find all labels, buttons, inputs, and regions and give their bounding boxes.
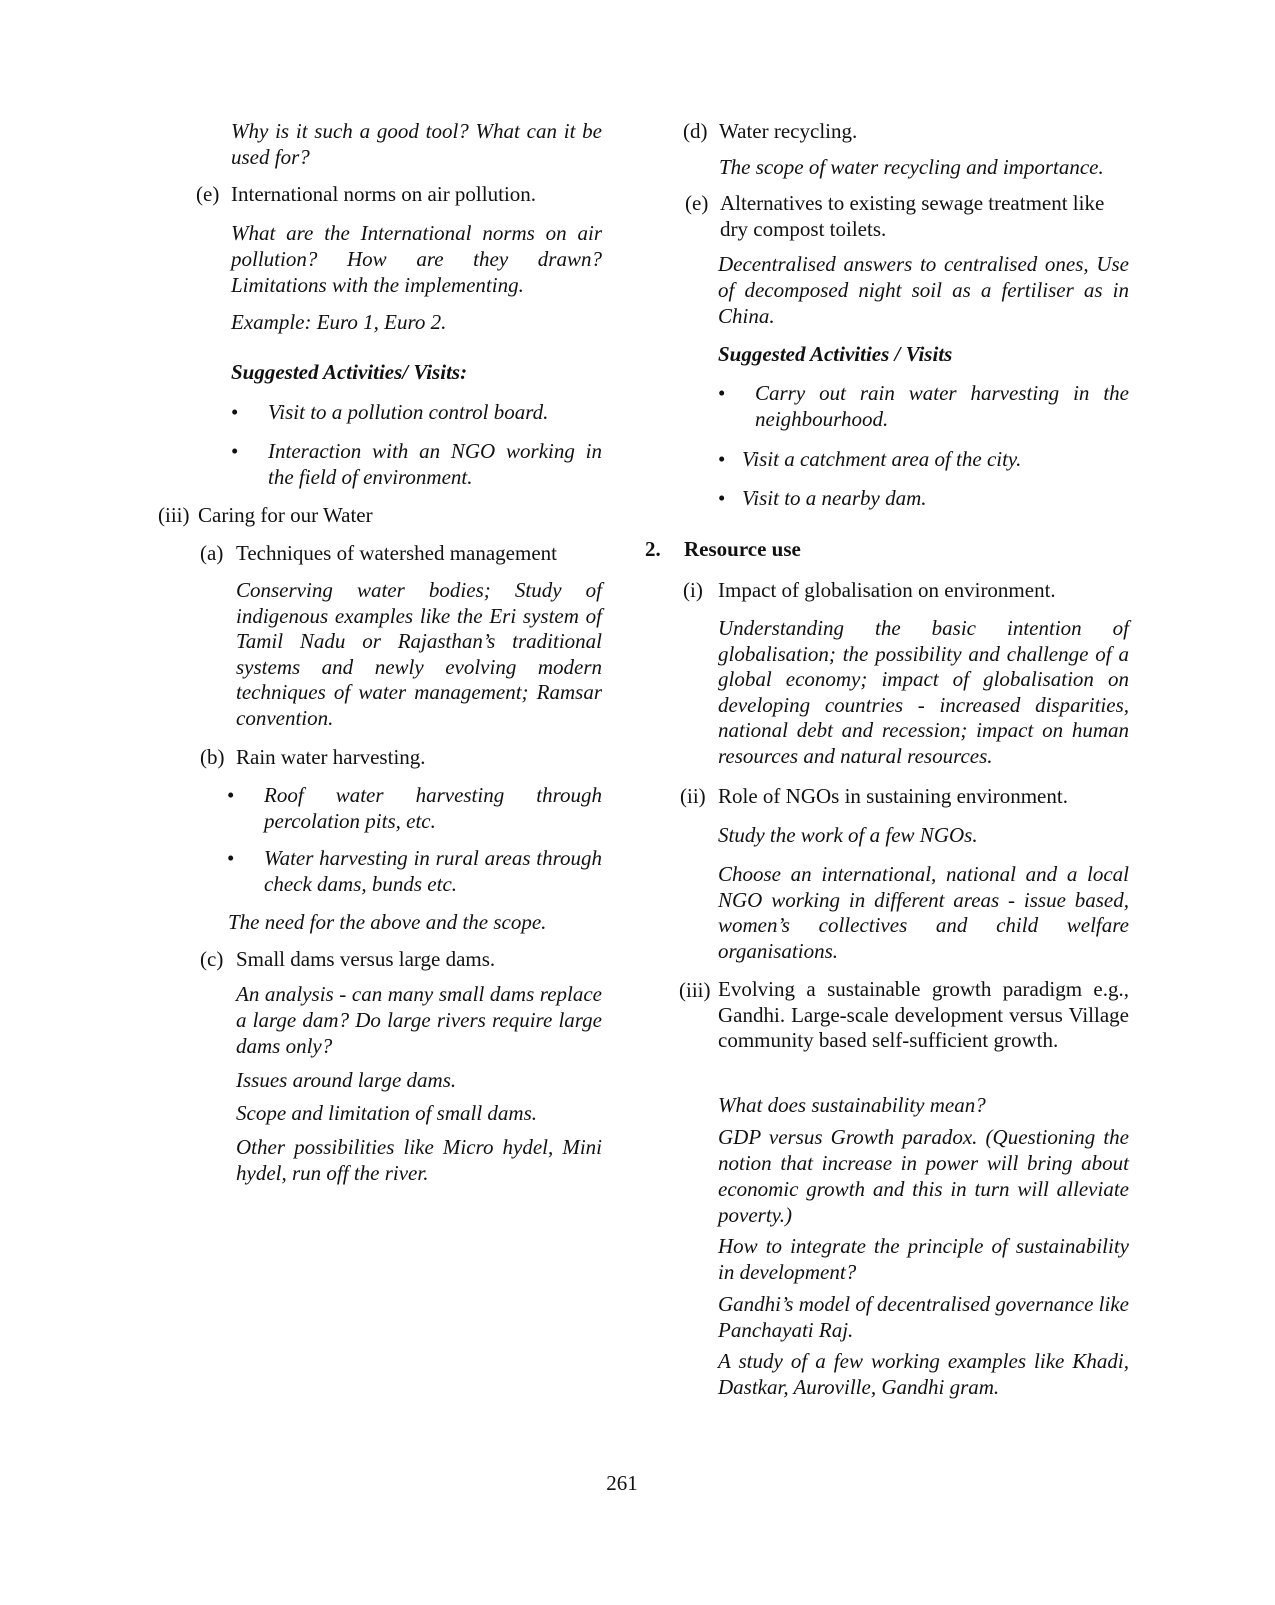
bullet-icon: • <box>231 439 239 463</box>
activity-item: Carry out rain water harvesting in the neighbourhood. <box>755 381 1129 431</box>
item-d-description: The scope of water recycling and importance. <box>719 155 1104 179</box>
activity-item: Visit to a pollution control board. <box>268 400 549 424</box>
item-e-label: (e) <box>196 182 220 206</box>
activity-item: Visit a catchment area of the city. <box>742 447 1022 471</box>
item-e-label-right: (e) <box>685 191 709 215</box>
item-c-title: Small dams versus large dams. <box>236 947 496 971</box>
item-b-need: The need for the above and the scope. <box>228 910 547 934</box>
page-number: 261 <box>606 1471 638 1495</box>
item-e-description: What are the International norms on air pollution? How are they drawn? Limitations with the implementing. <box>231 221 602 297</box>
item-c-label: (c) <box>200 947 224 971</box>
bullet-icon: • <box>231 400 239 424</box>
activities-heading-right: Suggested Activities / Visits <box>718 342 953 366</box>
item-iii-question: What does sustainability mean? <box>718 1093 986 1117</box>
item-iii-how: How to integrate the principle of sustainability in development? <box>718 1234 1129 1284</box>
item-iii-label-right: (iii) <box>679 978 711 1002</box>
section-2-number: 2. <box>645 537 661 561</box>
harvesting-item: Roof water harvesting through percolation pits, etc. <box>264 783 602 833</box>
bullet-icon: • <box>718 447 726 471</box>
bullet-icon: • <box>718 486 726 510</box>
item-ii-study: Study the work of a few NGOs. <box>718 823 978 847</box>
item-e-description-right: Decentralised answers to centralised ones, Use of decomposed night soil as a fertiliser as in China. <box>718 252 1129 328</box>
item-b-label: (b) <box>200 745 225 769</box>
item-iii-gandhi: Gandhi’s model of decentralised governance like Panchayati Raj. <box>718 1292 1129 1342</box>
item-i-description: Understanding the basic intention of globalisation; the possibility and challenge of a global economy; impact of globalisation on developing countries - increased disparities, national debt and recession; impact on human resources and natural resources. <box>718 616 1129 768</box>
bullet-icon: • <box>227 846 235 870</box>
item-d-title: Water recycling. <box>719 119 858 143</box>
item-c-issues: Issues around large dams. <box>236 1068 457 1092</box>
item-a-description: Conserving water bodies; Study of indigenous examples like the Eri system of Tamil Nadu or Rajasthan’s traditional systems and newly evolving modern techniques of water management; Ramsar convention. <box>236 578 602 730</box>
activity-item: Visit to a nearby dam. <box>742 486 927 510</box>
item-c-description: An analysis - can many small dams replace a large dam? Do large rivers require large dams only? <box>236 982 602 1058</box>
item-e-example: Example: Euro 1, Euro 2. <box>231 310 447 334</box>
activities-heading-left: Suggested Activities/ Visits: <box>231 360 468 384</box>
item-b-title: Rain water harvesting. <box>236 745 426 769</box>
item-ii-title: Role of NGOs in sustaining environment. <box>718 784 1068 808</box>
item-iii-study: A study of a few working examples like Khadi, Dastkar, Auroville, Gandhi gram. <box>718 1349 1129 1399</box>
why-tool-text: Why is it such a good tool? What can it be used for? <box>231 119 602 169</box>
item-a-title: Techniques of watershed management <box>236 541 557 565</box>
item-iii-title-right: Evolving a sustainable growth paradigm e.g., Gandhi. Large-scale development versus Village community based self-sufficient growth. <box>718 977 1129 1052</box>
activity-item: Interaction with an NGO working in the field of environment. <box>268 439 602 489</box>
item-a-label: (a) <box>200 541 224 565</box>
item-i-title: Impact of globalisation on environment. <box>718 578 1056 602</box>
section-2-title: Resource use <box>684 537 801 561</box>
section-iii-label: (iii) <box>158 503 190 527</box>
section-iii-title: Caring for our Water <box>198 503 373 527</box>
item-iii-gdp: GDP versus Growth paradox. (Questioning the notion that increase in power will bring about economic growth and this in turn will alleviate poverty.) <box>718 1125 1129 1227</box>
item-e-title: International norms on air pollution. <box>231 182 537 206</box>
item-c-scope: Scope and limitation of small dams. <box>236 1101 537 1125</box>
item-ii-choose: Choose an international, national and a local NGO working in different areas - issue based, women’s collectives and child welfare organisations. <box>718 862 1129 963</box>
item-i-label: (i) <box>683 578 703 602</box>
bullet-icon: • <box>227 783 235 807</box>
bullet-icon: • <box>718 381 726 405</box>
item-c-other: Other possibilities like Micro hydel, Mini hydel, run off the river. <box>236 1135 602 1185</box>
harvesting-item: Water harvesting in rural areas through check dams, bunds etc. <box>264 846 602 896</box>
item-e-title-right: Alternatives to existing sewage treatment like dry compost toilets. <box>720 191 1105 241</box>
item-d-label: (d) <box>683 119 708 143</box>
item-ii-label: (ii) <box>680 784 706 808</box>
